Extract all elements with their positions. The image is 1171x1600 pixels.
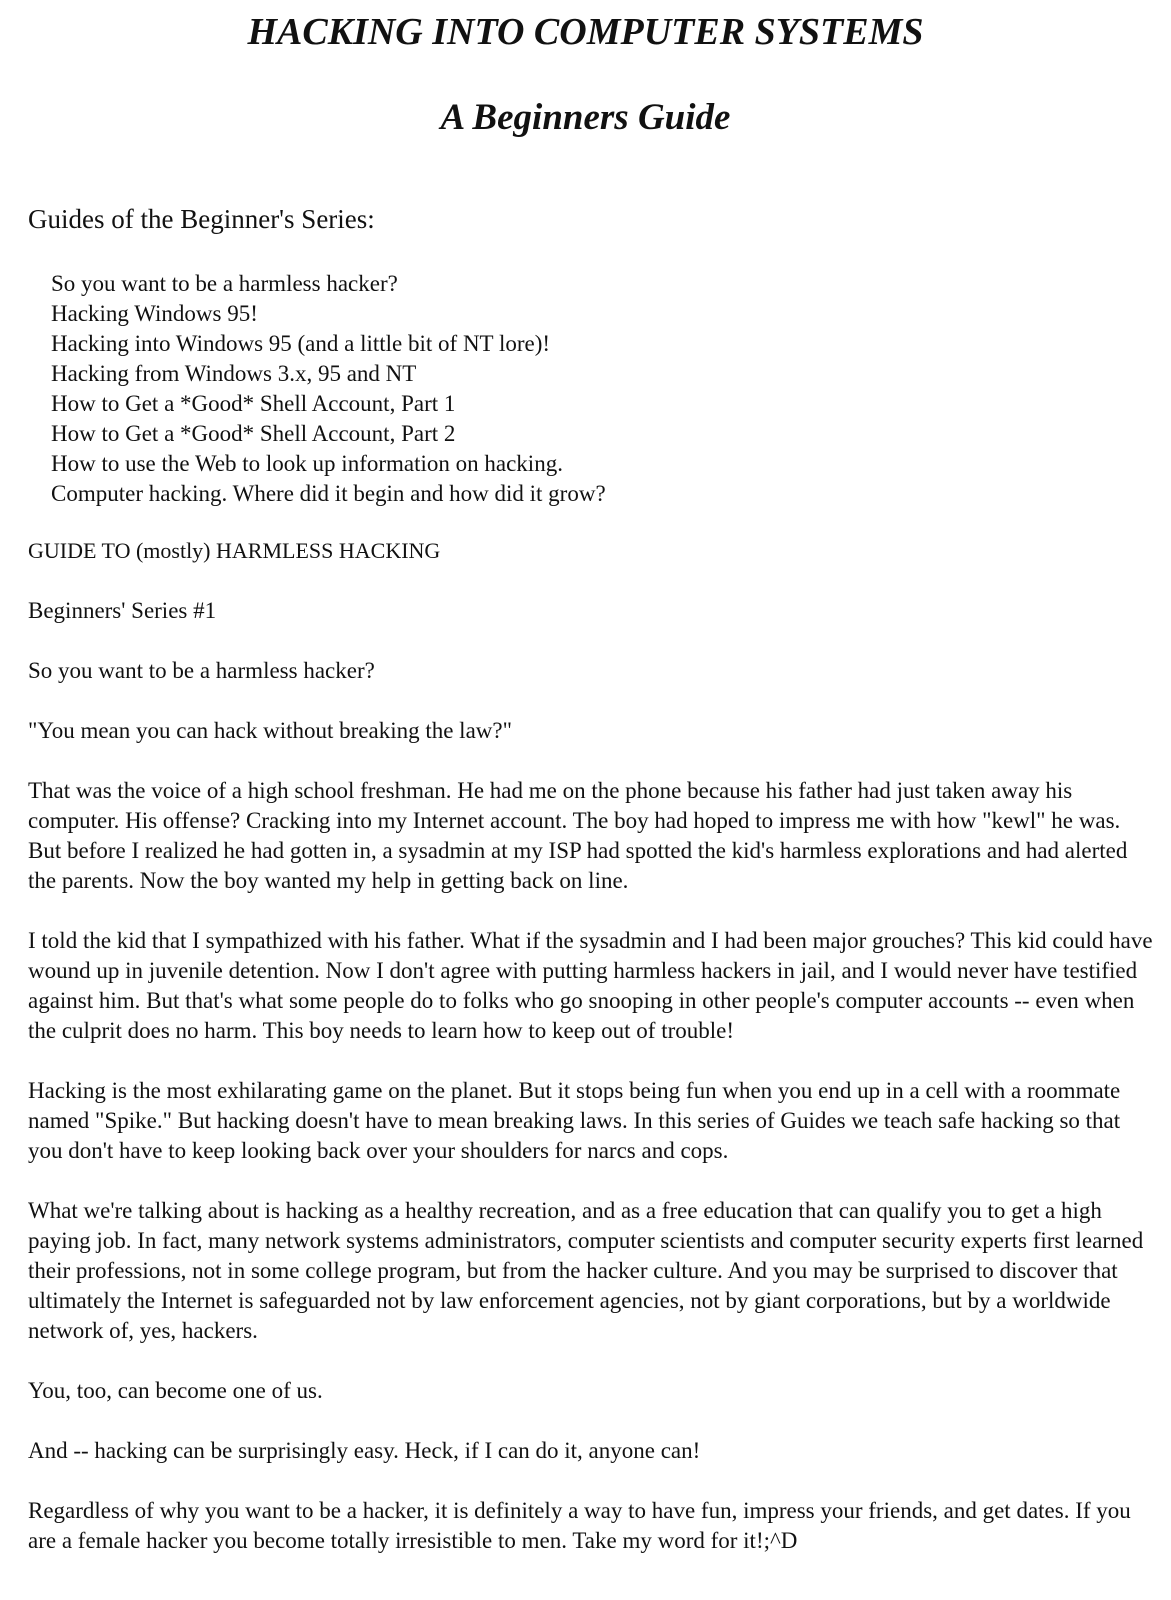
series-list-item: How to use the Web to look up information on hacking. [51, 451, 563, 476]
guide-body [28, 536, 1153, 1586]
document-title: HACKING INTO COMPUTER SYSTEMS [247, 11, 924, 53]
document-subtitle: A Beginners Guide [440, 97, 731, 138]
body-paragraph: I told the kid that I sympathized with his father. What if the sysadmin and I had been major grouches? This kid could have wound up in juvenile detention. Now I don't agree with putting harmless hackers in jail, and I would never have testified against him. But that's what some people do to folks who go snooping in other people's computer accounts -- even when the culprit does no harm. This boy needs to learn how to keep out of trouble! [28, 928, 1153, 1043]
series-list-item: Hacking from Windows 3.x, 95 and NT [51, 361, 417, 386]
body-paragraph: And -- hacking can be surprisingly easy. Heck, if I can do it, anyone can! [28, 1438, 701, 1463]
guide-heading: GUIDE TO (mostly) HARMLESS HACKING [28, 538, 441, 563]
series-list-item: Computer hacking. Where did it begin and how did it grow? [51, 481, 606, 506]
series-list-item: Hacking into Windows 95 (and a little bit of NT lore)! [51, 331, 551, 356]
series-list [51, 269, 606, 509]
series-list-item: So you want to be a harmless hacker? [51, 271, 398, 296]
guide-question: So you want to be a harmless hacker? [28, 658, 375, 683]
body-paragraph: Regardless of why you want to be a hacker, it is definitely a way to have fun, impress your friends, and get dates. If you are a female hacker you become totally irresistible to men. Take my word for it!;^D [28, 1498, 1131, 1553]
series-list-item: How to Get a *Good* Shell Account, Part 1 [51, 391, 456, 416]
body-paragraph: What we're talking about is hacking as a healthy recreation, and as a free education that can qualify you to get a high paying job. In fact, many network systems administrators, computer scientists and computer security experts first learned their professions, not in some college program, but from the hacker culture. And you may be surprised to discover that ultimately the Internet is safeguarded not by law enforcement agencies, not by giant corporations, but by a worldwide network of, yes, hackers. [28, 1198, 1144, 1343]
series-heading: Guides of the Beginner's Series: [28, 204, 375, 234]
series-list-item: Hacking Windows 95! [51, 301, 258, 326]
guide-quote: "You mean you can hack without breaking the law?" [28, 718, 512, 743]
series-list-item: How to Get a *Good* Shell Account, Part 2 [51, 421, 456, 446]
body-paragraph: Hacking is the most exhilarating game on the planet. But it stops being fun when you end up in a cell with a roommate named "Spike." But hacking doesn't have to mean breaking laws. In this series of Guides we teach safe hacking so that you don't have to keep looking back over your shoulders for narcs and cops. [28, 1078, 1121, 1163]
body-paragraph: You, too, can become one of us. [28, 1378, 323, 1403]
series-number: Beginners' Series #1 [28, 598, 217, 623]
body-paragraph: That was the voice of a high school freshman. He had me on the phone because his father had just taken away his computer. His offense? Cracking into my Internet account. The boy had hoped to impress me with how "kewl" he was. But before I realized he had gotten in, a sysadmin at my ISP had spotted the kid's harmless explorations and had alerted the parents. Now the boy wanted my help in getting back on line. [28, 778, 1128, 893]
